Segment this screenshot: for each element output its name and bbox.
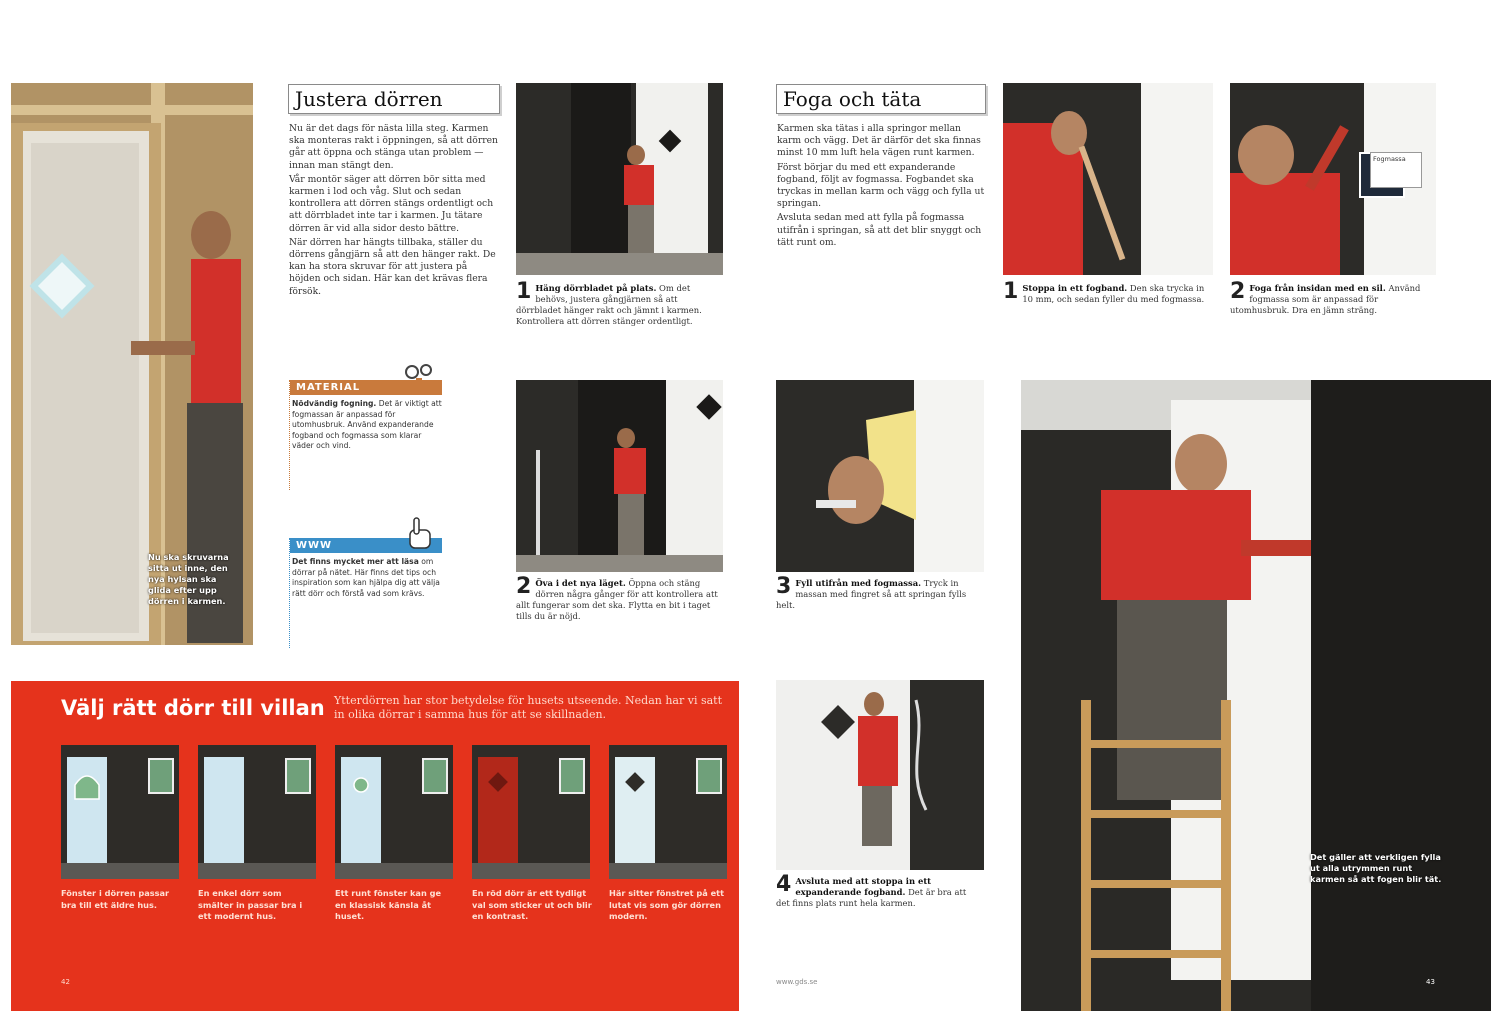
www-sidebox — [289, 538, 442, 648]
seal-step3-photo — [776, 380, 984, 572]
hero-right-illustration — [1021, 380, 1491, 1011]
step-text: Om det behövs, justera gångjärnen så att dörrbladet hänger rakt och jämnt i karmen. Kontrollera att dörren stänger ordentligt. — [516, 283, 702, 326]
body-paragraph: Karmen ska tätas i alla springor mellan karm och vägg. Det är därför det ska finnas minst 10 mm luft hela vägen runt karmen. — [777, 123, 981, 159]
seal-step1-caption — [1003, 279, 1211, 305]
hero-photo-caption: Nu ska skruvarna sitta ut inne, den nya hylsan ska glida efter upp dörren i karmen. — [148, 552, 229, 606]
step-number: 4 — [776, 872, 792, 897]
seal-step1-photo — [1003, 83, 1213, 275]
fogmassa-product-label — [1370, 152, 1422, 188]
step2-caption — [516, 574, 722, 622]
door-option-arched — [61, 745, 179, 879]
material-tag: MATERIAL — [290, 380, 442, 395]
seal-step1-illustration — [1003, 83, 1213, 275]
step-text: Det är bra att det finns plats runt hela karmen. — [776, 887, 967, 908]
seal-step3-caption — [776, 574, 982, 611]
material-body: Det är viktigt att fogmassan är anpassad för utomhusbruk. Använd expanderande fogband och fogmassa som klarar väder och vind. — [292, 399, 442, 450]
material-text — [290, 395, 442, 452]
door-comparison-panel — [11, 681, 739, 1011]
page-number-right: 43 — [1426, 978, 1435, 986]
door-option-illustration — [335, 745, 453, 879]
step-text: Öppna och stäng dörren några gånger för att kontrollera att allt fungerar som det ska. Flytta en bit i taget tills du är nöjd. — [516, 578, 718, 621]
step1-caption — [516, 279, 722, 327]
body-paragraph: Avsluta sedan med att fylla på fogmassa utifrån i springan, så att det blir snyggt och tätt runt om. — [777, 212, 982, 248]
web-address: www.gds.se — [776, 978, 818, 986]
door-option-plain — [198, 745, 316, 879]
step1-photo — [516, 83, 723, 275]
step-number: 1 — [516, 279, 532, 304]
door-caption: En enkel dörr som smälter in passar bra i ett modernt hus. — [198, 888, 303, 921]
door-caption: Här sitter fönstret på ett lutat vis som gör dörren modern. — [609, 888, 724, 921]
door-panel-intro: Ytterdörren har stor betydelse för husets utseende. Nedan har vi satt in olika dörrar i samma hus för att se skillnaden. — [334, 694, 723, 721]
door-option-round-window — [335, 745, 453, 879]
material-lead: Nödvändig fogning. — [292, 399, 377, 408]
pointer-hand-icon-graphic — [402, 516, 438, 552]
www-lead: Det finns mycket mer att läsa — [292, 557, 419, 566]
door-option-illustration — [609, 745, 727, 879]
fogmassa-label-text: Fogmassa — [1373, 155, 1406, 163]
step2-photo-illustration — [516, 380, 723, 572]
step-number: 2 — [1230, 279, 1246, 304]
body-paragraph: När dörren har hängts tillbaka, ställer du dörrens gångjärn så att den hänger rakt. De kan ha stora skruvar för att justera på höjden och sidan. Här kan det krävas flera försök. — [289, 236, 496, 297]
step-lead: Stoppa in ett fogband. — [1022, 283, 1128, 293]
section-heading-box — [776, 84, 986, 114]
door-caption: Fönster i dörren passar bra till ett äldre hus. — [61, 888, 170, 910]
seal-step3-illustration — [776, 380, 984, 572]
door-option-illustration — [61, 745, 179, 879]
step1-photo-illustration — [516, 83, 723, 275]
door-panel-title: Välj rätt dörr till villan — [61, 696, 325, 720]
step-number: 1 — [1003, 279, 1019, 304]
seal-step2-caption — [1230, 279, 1436, 316]
step-lead: Öva i det nya läget. — [535, 578, 626, 588]
step-text: Tryck in massan med fingret så att springan fylls helt. — [776, 578, 967, 610]
material-sidebox — [289, 380, 442, 490]
section-body-justera — [289, 123, 499, 300]
door-option-diamond-window — [609, 745, 727, 879]
hero-photo-caulking-ladder — [1021, 380, 1491, 1011]
step-lead: Häng dörrbladet på plats. — [535, 283, 657, 293]
step2-photo — [516, 380, 723, 572]
page-number-left: 42 — [61, 978, 70, 986]
section-heading-foga: Foga och täta — [783, 87, 922, 111]
step-number: 3 — [776, 574, 792, 599]
step-text: Den ska trycka in 10 mm, och sedan fyller du med fogmassa. — [1022, 283, 1205, 304]
door-option-red — [472, 745, 590, 879]
body-paragraph: Först börjar du med ett expanderande fogband, följt av fogmassa. Fogbandet ska tryckas in mellan karm och vägg och fylla ut springan. — [777, 161, 985, 210]
seal-step4-photo — [776, 680, 984, 870]
section-body-foga — [777, 123, 985, 251]
seal-step4-caption — [776, 872, 982, 909]
www-body: om dörrar på nätet. Här finns det tips och inspiration som kan hjälpa dig att välja rätt dörr och förstå vad som krävs. — [292, 557, 440, 598]
door-option-illustration — [472, 745, 590, 879]
hero-right-caption: Det gäller att verkligen fylla ut alla utrymmen runt karmen så att fogen blir tät. — [1310, 852, 1442, 884]
step-text: Använd fogmassa som är anpassad för utomhusbruk. Dra en jämn sträng. — [1230, 283, 1421, 315]
material-icon-graphic — [402, 362, 438, 394]
seal-step4-illustration — [776, 680, 984, 870]
www-tag: WWW — [290, 538, 442, 553]
door-caption: Ett runt fönster kan ge en klassisk känsla åt huset. — [335, 888, 442, 921]
pointer-hand-icon — [402, 516, 438, 552]
step-lead: Fyll utifrån med fogmassa. — [795, 578, 922, 588]
door-option-illustration — [198, 745, 316, 879]
step-number: 2 — [516, 574, 532, 599]
step-lead: Foga från insidan med en sil. — [1249, 283, 1386, 293]
step-lead: Avsluta med att stoppa in ett expanderande fogband. — [795, 876, 932, 897]
www-text — [290, 553, 442, 599]
door-caption: En röd dörr är ett tydligt val som sticker ut och blir en kontrast. — [472, 888, 592, 921]
section-heading-box — [288, 84, 500, 114]
body-paragraph: Nu är det dags för nästa lilla steg. Karmen ska monteras rakt i öppningen, så att dörren går att öppna och stänga utan problem — innan man stängt den. — [289, 123, 498, 171]
section-heading-justera: Justera dörren — [295, 87, 443, 111]
material-icon — [402, 362, 438, 394]
body-paragraph: Vår montör säger att dörren bör sitta med karmen i lod och våg. Slut och sedan kontrollera att dörren stängs ordentligt och att dörrbladet inte tar i karmen. Ju tätare dörren är vid alla sidor desto bättre. — [289, 173, 494, 234]
